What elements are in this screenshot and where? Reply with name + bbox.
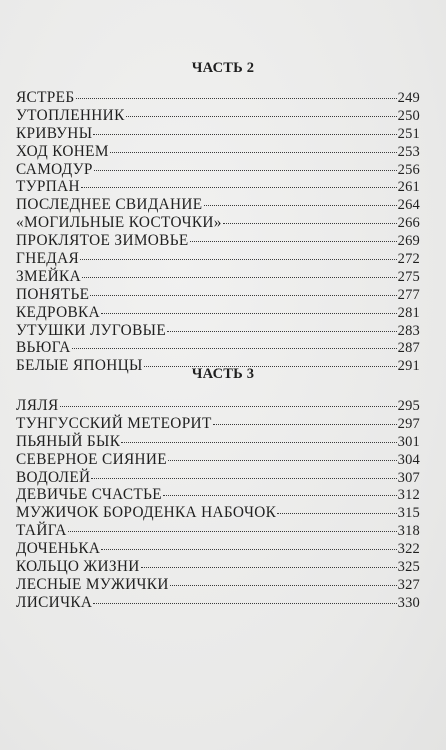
entry-title: ЛЕСНЫЕ МУЖИЧКИ [16, 575, 169, 593]
dot-leader [60, 406, 397, 407]
dot-leader [101, 549, 396, 550]
dot-leader [110, 152, 397, 153]
entry-page-number: 318 [397, 523, 420, 540]
entry-title: ВОДОЛЕЙ [16, 468, 91, 486]
entry-title: «МОГИЛЬНЫЕ КОСТОЧКИ» [16, 214, 222, 232]
entry-page-number: 253 [397, 143, 420, 160]
entry-title: МУЖИЧОК БОРОДЕНКА НАБОЧОК [16, 504, 277, 522]
toc-entry [16, 143, 420, 161]
toc-entry [16, 486, 420, 504]
entry-page-number: 283 [397, 322, 420, 339]
entry-page-number: 307 [397, 469, 420, 486]
entry-title: ЗМЕЙКА [16, 267, 82, 285]
toc-entry [16, 594, 420, 612]
toc-entry [16, 196, 420, 214]
entry-title: ГНЕДАЯ [16, 250, 80, 268]
toc-entry [16, 107, 420, 125]
dot-leader [126, 116, 397, 117]
toc-list-part-2 [16, 89, 420, 375]
dot-leader [76, 98, 397, 99]
toc-entry [16, 558, 420, 576]
entry-title: ТУРПАН [16, 178, 80, 196]
toc-entry [16, 178, 420, 196]
entry-page-number: 281 [397, 304, 420, 321]
part-heading: ЧАСТЬ 3 [191, 366, 255, 382]
entry-page-number: 325 [397, 559, 420, 576]
entry-page-number: 315 [397, 505, 420, 522]
entry-page-number: 256 [397, 161, 420, 178]
entry-title: СЕВЕРНОЕ СИЯНИЕ [16, 450, 168, 468]
entry-title: ТАЙГА [16, 522, 67, 540]
entry-title: ВЬЮГА [16, 339, 71, 357]
entry-title: ХОД КОНЕМ [16, 142, 109, 160]
toc-entry [16, 214, 420, 232]
entry-page-number: 297 [397, 415, 420, 432]
toc-entry [16, 451, 420, 469]
toc-entry [16, 415, 420, 433]
dot-leader [68, 531, 397, 532]
entry-page-number: 327 [397, 576, 420, 593]
toc-entry [16, 504, 420, 522]
toc-entry [16, 286, 420, 304]
toc-entry [16, 540, 420, 558]
dot-leader [80, 259, 397, 260]
entry-title: ЯСТРЕБ [16, 89, 75, 106]
toc-entry [16, 268, 420, 286]
toc-entry [16, 322, 420, 340]
dot-leader [204, 205, 397, 206]
entry-page-number: 275 [397, 268, 420, 285]
dot-leader [90, 295, 396, 296]
toc-entry [16, 339, 420, 357]
entry-title: ДЕВИЧЬЕ СЧАСТЬЕ [16, 486, 162, 504]
entry-page-number: 249 [397, 90, 420, 106]
toc-entry [16, 397, 420, 415]
entry-title: КРИВУНЫ [16, 124, 93, 142]
toc-entry [16, 250, 420, 268]
entry-title: ПРОКЛЯТОЕ ЗИМОВЬЕ [16, 232, 189, 250]
dot-leader [94, 170, 397, 171]
dot-leader [163, 495, 397, 496]
entry-title: ДОЧЕНЬКА [16, 540, 101, 558]
dot-leader [93, 603, 396, 604]
entry-title: САМОДУР [16, 160, 93, 178]
dot-leader [168, 460, 397, 461]
toc-entry [16, 576, 420, 594]
entry-title: КОЛЬЦО ЖИЗНИ [16, 558, 140, 576]
entry-page-number: 269 [397, 233, 420, 250]
entry-title: УТОПЛЕННИК [16, 106, 125, 124]
entry-title: ПЬЯНЫЙ БЫК [16, 432, 121, 450]
dot-leader [277, 513, 396, 514]
toc-entry [16, 304, 420, 322]
dot-leader [101, 313, 397, 314]
toc-entry [16, 89, 420, 107]
entry-title: ЛИСИЧКА [16, 593, 93, 611]
entry-page-number: 272 [397, 251, 420, 268]
dot-leader [223, 223, 397, 224]
part-heading: ЧАСТЬ 2 [191, 60, 255, 76]
dot-leader [82, 277, 397, 278]
dot-leader [93, 134, 396, 135]
toc-entry [16, 161, 420, 179]
entry-page-number: 266 [397, 215, 420, 232]
entry-page-number: 251 [397, 125, 420, 142]
entry-page-number: 330 [397, 594, 420, 611]
entry-page-number: 312 [397, 487, 420, 504]
entry-title: КЕДРОВКА [16, 303, 100, 321]
entry-title: ТУНГУССКИЙ МЕТЕОРИТ [16, 414, 212, 432]
dot-leader [190, 241, 397, 242]
dot-leader [81, 187, 397, 188]
entry-page-number: 277 [397, 286, 420, 303]
dot-leader [72, 348, 397, 349]
toc-entry [16, 232, 420, 250]
entry-page-number: 250 [397, 107, 420, 124]
dot-leader [141, 567, 397, 568]
dot-leader [91, 478, 396, 479]
entry-title: ПОСЛЕДНЕЕ СВИДАНИЕ [16, 196, 203, 214]
entry-page-number: 295 [397, 398, 420, 414]
toc-entry [16, 125, 420, 143]
entry-page-number: 304 [397, 451, 420, 468]
entry-title: ПОНЯТЬЕ [16, 285, 90, 303]
entry-page-number: 322 [397, 541, 420, 558]
dot-leader [167, 331, 397, 332]
entry-title: БЕЛЫЕ ЯПОНЦЫ [16, 357, 143, 375]
toc-entry [16, 433, 420, 451]
entry-page-number: 261 [397, 179, 420, 196]
entry-page-number: 264 [397, 197, 420, 214]
entry-page-number: 301 [397, 433, 420, 450]
toc-entry [16, 469, 420, 487]
entry-page-number: 287 [397, 340, 420, 357]
dot-leader [213, 424, 397, 425]
dot-leader [121, 442, 396, 443]
dot-leader [170, 585, 397, 586]
entry-page-number: 291 [397, 358, 420, 375]
toc-entry [16, 522, 420, 540]
entry-title: ЛЯЛЯ [16, 397, 59, 414]
entry-title: УТУШКИ ЛУГОВЫЕ [16, 321, 167, 339]
toc-list-part-3 [16, 397, 420, 612]
